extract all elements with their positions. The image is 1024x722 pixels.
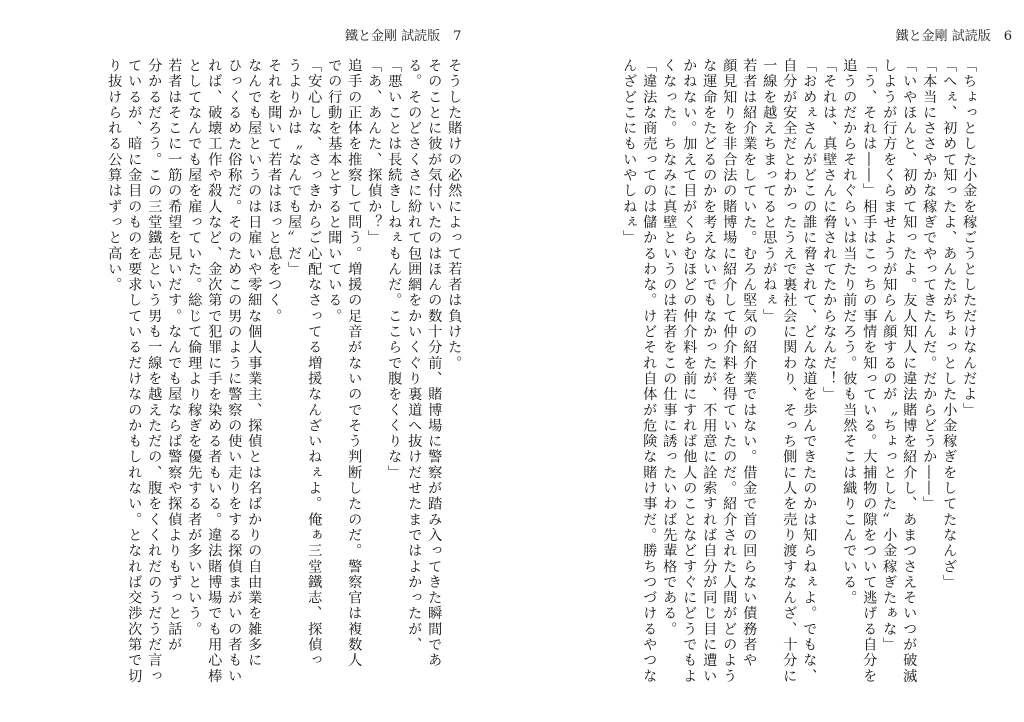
text-column: 追手の正体を推察して問う。増援の足音がないのでそう判断したのだ。警察官は複数人 <box>346 58 363 669</box>
text-column: 若者はそこに一筋の希望を見いだす。なんでも屋ならば警察や探偵よりもずっと話が <box>166 58 183 653</box>
text-column: しようが行方をくらませようが知らん顔するのが〝ちょっとした〟小金稼ぎたぁな」 <box>881 58 898 653</box>
text-column: る。そのどさくさに紛れて包囲網をかいくぐり裏道へ抜けだせたまではよかったが、 <box>406 58 423 653</box>
text-column: んざどこにもいやしねぇ」 <box>621 58 638 246</box>
text-column: くなった。ちなみに真壁というのは若者をこの仕事に誘ったいわば先輩格である。 <box>661 58 678 638</box>
text-column: うよりかは〝なんでも屋〟だ」 <box>286 58 303 278</box>
text-column: な運命をたどるのかを考えないでもなかったが、不用意に詮索すれば自分が同じ目に遭い <box>701 58 718 684</box>
text-column: 「安心しな、さっきからご心配なさってる増援なんざいねぇよ。俺ぁ三堂鐵志、探偵っ <box>306 58 323 669</box>
text-column: 「違法な商売ってのは儲かるわな。けどそれ自体が危険な賭け事だ。勝ちつづけるやつな <box>641 58 658 684</box>
text-column: としてなんでも屋を雇っていた。総じて倫理より稼ぎを優先する者が多いという。 <box>186 58 203 638</box>
text-column: そのことに彼が気付いたのはほんの数十分前、賭博場に警察が踏み入ってきた瞬間であ <box>426 58 443 669</box>
text-column: 「へぇ、初めて知ったよ、あんたがちょっとした小金稼ぎをしてたなんざ」 <box>941 58 958 591</box>
text-column: 「いやほんと、初めて知ったよ。友人知人に違法賭博を紹介し、あまつさえそいつが破滅 <box>901 58 918 684</box>
text-column: 「悪いことは長続きしねぇもんだ。ここらで腹をくくりな」 <box>386 58 403 481</box>
text-column: かねない。加えて目がくらむほどの仲介料を前にすれば他人のことなどすぐにどうでもよ <box>681 58 698 684</box>
text-column: なんでも屋というのは日雇いや零細な個人事業主、探偵とは名ばかりの自由業を雑多に <box>246 58 263 669</box>
text-column: 「ちょっとした小金を稼ごうとしただけなんだよ」 <box>961 58 978 418</box>
text-column: 顔見知りを非合法の賭博場に紹介して仲介料を得ていたのだ。紹介された人間がどのよう <box>721 58 738 684</box>
text-column: それを聞いて若者はほっと息をつく。 <box>266 58 283 325</box>
text-column: り抜けられる公算はずっと高い。 <box>106 58 123 293</box>
text-column: れば、破壊工作や殺人など、金次第で犯罪に手を染める者もいる。違法賭博場でも用心棒 <box>206 58 223 684</box>
page-header-left: 鐵と金剛 試読版 7 <box>345 29 462 44</box>
text-column: 「おめぇさんがどこの誰に脅されて、どんな道を歩んできたのかは知らねぇよ。でもな、 <box>801 58 818 684</box>
text-column: そうした賭けの必然によって若者は負けた。 <box>446 58 463 371</box>
text-column: 自分が安全だとわかったうえで裏社会に関わり、そっち側に人を売り渡すなんざ、十分に <box>781 58 798 684</box>
text-column: 「う、それは――」相手はこっちの事情を知っている。大捕物の隙をついて逃げる自分を <box>861 58 878 684</box>
text-column: ひっくるめた俗称だ。そのためこの男のように警察の使い走りをする探偵まがいの者もい <box>226 58 243 684</box>
text-column: 追うのだからそれぐらいは当たり前だろう。彼も当然そこは織りこんでいる。 <box>841 58 858 606</box>
text-column: 「本当にささやかな稼ぎでやってきたんだ。だからどうか――」 <box>921 58 938 512</box>
text-column: 若者は紹介業をしていた。むろん堅気の紹介業ではない。借金で首の回らない債務者や <box>741 58 758 669</box>
text-column: での行動を基本とすると聞いている。 <box>326 58 343 325</box>
page-header-right: 鐵と金剛 試読版 6 <box>895 29 1012 44</box>
text-column: ているが、暗に金目のものを要求しているだけなのかもしれない。となれば交渉次第で切 <box>126 58 143 684</box>
text-column: 一線を越えちまってると思うがねぇ」 <box>761 58 778 325</box>
text-column: 「それは、真壁さんに脅されてたからなんだ！」 <box>821 58 838 403</box>
text-column: 「あ、あんた、探偵か？」 <box>366 58 383 246</box>
text-column: 分かるだろう。この三堂鐵志という男も一線を越えただの、腹をくくれだのうだうだ言っ <box>146 58 163 684</box>
